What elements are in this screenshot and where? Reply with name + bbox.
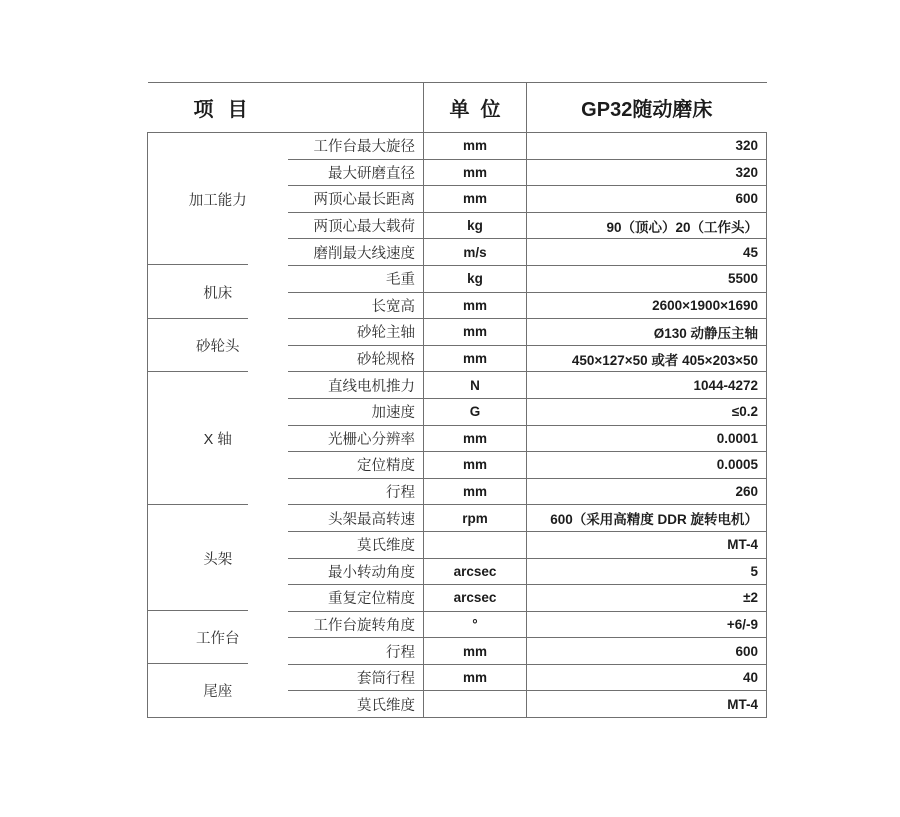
- table-row: [148, 611, 767, 638]
- value-cell: 0.0005: [527, 452, 767, 479]
- table-row: [148, 664, 767, 691]
- category-cell: 头架: [148, 505, 288, 611]
- category-cell: 尾座: [148, 664, 288, 717]
- unit-cell: mm: [424, 159, 527, 186]
- unit-cell: arcsec: [424, 585, 527, 612]
- spec-label-cell: 砂轮主轴: [288, 319, 424, 346]
- unit-cell: m/s: [424, 239, 527, 266]
- spec-label-cell: 行程: [288, 638, 424, 665]
- value-cell: 600: [527, 638, 767, 665]
- value-cell: 90（顶心）20（工作头）: [527, 212, 767, 239]
- table-row: [148, 372, 767, 399]
- table-row: [148, 505, 767, 532]
- spec-label-cell: 工作台最大旋径: [288, 133, 424, 160]
- unit-cell: mm: [424, 478, 527, 505]
- item-header: 项 目: [148, 83, 424, 133]
- unit-cell: kg: [424, 265, 527, 292]
- spec-label-cell: 加速度: [288, 398, 424, 425]
- spec-table: [147, 82, 767, 718]
- unit-cell: mm: [424, 664, 527, 691]
- unit-header: 单 位: [424, 83, 527, 133]
- value-cell: +6/-9: [527, 611, 767, 638]
- category-cell: 砂轮头: [148, 319, 288, 372]
- spec-table-body: [148, 133, 767, 718]
- category-cell: 工作台: [148, 611, 288, 664]
- unit-cell: mm: [424, 425, 527, 452]
- spec-label-cell: 毛重: [288, 265, 424, 292]
- unit-cell: mm: [424, 345, 527, 372]
- unit-cell: mm: [424, 452, 527, 479]
- unit-cell: rpm: [424, 505, 527, 532]
- spec-label-cell: 莫氏维度: [288, 691, 424, 718]
- value-cell: 320: [527, 133, 767, 160]
- value-cell: 320: [527, 159, 767, 186]
- unit-cell: mm: [424, 186, 527, 213]
- unit-cell: [424, 691, 527, 718]
- spec-label-cell: 莫氏维度: [288, 531, 424, 558]
- value-cell: 5: [527, 558, 767, 585]
- value-cell: 0.0001: [527, 425, 767, 452]
- spec-label-cell: 定位精度: [288, 452, 424, 479]
- spec-label-cell: 最小转动角度: [288, 558, 424, 585]
- unit-cell: °: [424, 611, 527, 638]
- value-cell: Ø130 动静压主轴: [527, 319, 767, 346]
- spec-label-cell: 砂轮规格: [288, 345, 424, 372]
- value-cell: 600（采用高精度 DDR 旋转电机）: [527, 505, 767, 532]
- model-header: GP32随动磨床: [527, 83, 767, 133]
- unit-cell: mm: [424, 319, 527, 346]
- spec-label-cell: 磨削最大线速度: [288, 239, 424, 266]
- value-cell: 2600×1900×1690: [527, 292, 767, 319]
- unit-cell: G: [424, 398, 527, 425]
- category-cell: 加工能力: [148, 133, 288, 266]
- value-cell: MT-4: [527, 691, 767, 718]
- spec-label-cell: 重复定位精度: [288, 585, 424, 612]
- unit-cell: mm: [424, 638, 527, 665]
- spec-label-cell: 两顶心最大载荷: [288, 212, 424, 239]
- value-cell: MT-4: [527, 531, 767, 558]
- value-cell: 40: [527, 664, 767, 691]
- spec-label-cell: 行程: [288, 478, 424, 505]
- spec-label-cell: 套筒行程: [288, 664, 424, 691]
- spec-label-cell: 头架最高转速: [288, 505, 424, 532]
- value-cell: 1044-4272: [527, 372, 767, 399]
- value-cell: ±2: [527, 585, 767, 612]
- table-row: [148, 133, 767, 160]
- value-cell: 260: [527, 478, 767, 505]
- spec-label-cell: 两顶心最长距离: [288, 186, 424, 213]
- unit-cell: mm: [424, 292, 527, 319]
- unit-cell: mm: [424, 133, 527, 160]
- value-cell: 450×127×50 或者 405×203×50: [527, 345, 767, 372]
- value-cell: 600: [527, 186, 767, 213]
- spec-label-cell: 最大研磨直径: [288, 159, 424, 186]
- table-row: [148, 319, 767, 346]
- spec-sheet: [147, 82, 767, 718]
- value-cell: ≤0.2: [527, 398, 767, 425]
- unit-cell: [424, 531, 527, 558]
- spec-label-cell: 光栅心分辨率: [288, 425, 424, 452]
- category-cell: X 轴: [148, 372, 288, 505]
- unit-cell: kg: [424, 212, 527, 239]
- spec-label-cell: 直线电机推力: [288, 372, 424, 399]
- spec-label-cell: 长宽高: [288, 292, 424, 319]
- unit-cell: N: [424, 372, 527, 399]
- table-row: [148, 265, 767, 292]
- unit-cell: arcsec: [424, 558, 527, 585]
- spec-label-cell: 工作台旋转角度: [288, 611, 424, 638]
- value-cell: 5500: [527, 265, 767, 292]
- category-cell: 机床: [148, 265, 288, 318]
- value-cell: 45: [527, 239, 767, 266]
- header-row: [148, 83, 767, 133]
